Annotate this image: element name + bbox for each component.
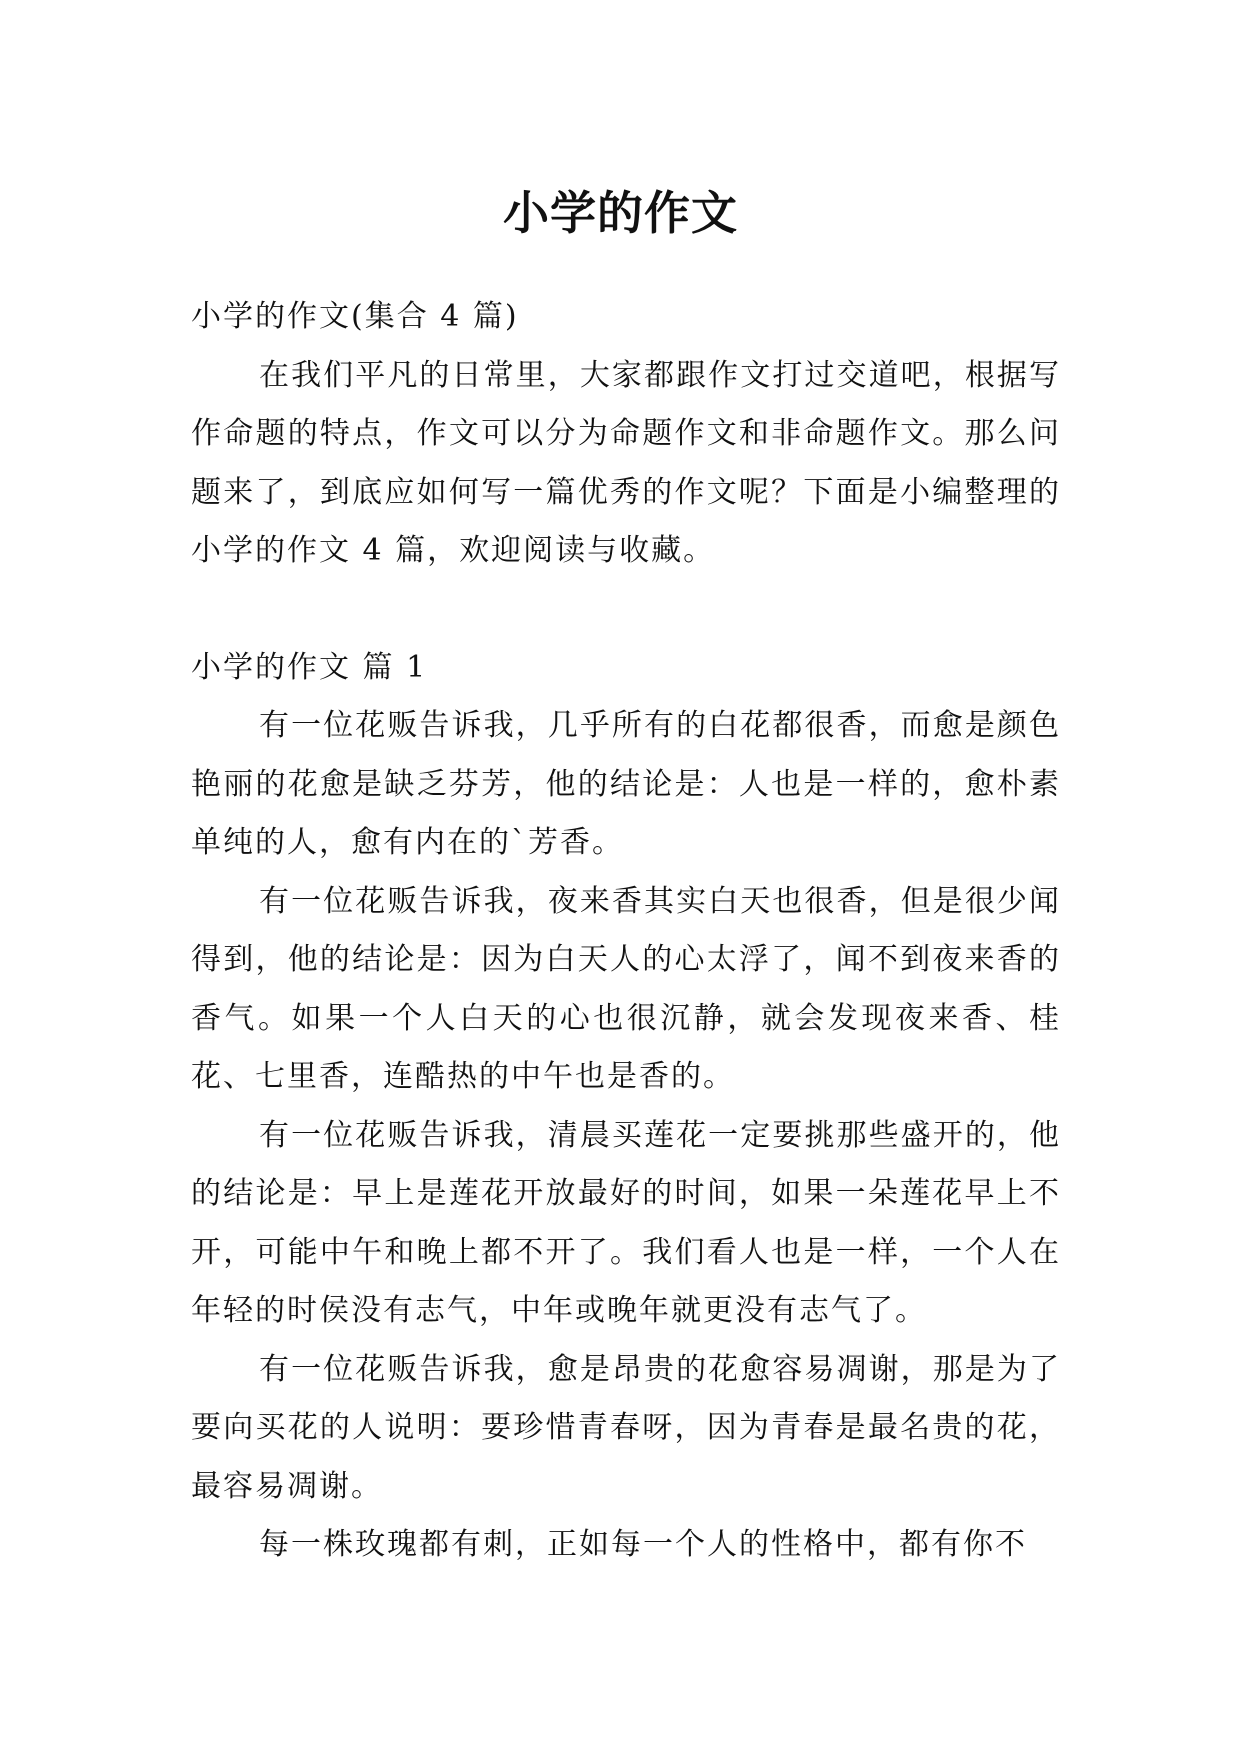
section-heading: 小学的作文 篇 1 bbox=[191, 649, 428, 685]
body-paragraph-5: 每一株玫瑰都有刺，正如每一个人的性格中，都有你不 bbox=[259, 1527, 1027, 1562]
document-title: 小学的作文 bbox=[503, 185, 738, 240]
body-paragraph-1: 有一位花贩告诉我，几乎所有的白花都很香，而愈是颜色艳丽的花愈是缺乏芬芳，他的结论是：人也是一样的，愈朴素单纯的人，愈有内在的`芳香。 bbox=[191, 708, 1061, 860]
body-paragraph-2: 有一位花贩告诉我，夜来香其实白天也很香，但是很少闻得到，他的结论是：因为白天人的心太浮了，闻不到夜来香的香气。如果一个人白天的心也很沉静，就会发现夜来香、桂花、七里香，连酷热的中午也是香的。 bbox=[191, 883, 1061, 1094]
body-paragraph-4: 有一位花贩告诉我，愈是昂贵的花愈容易凋谢，那是为了要向买花的人说明：要珍惜青春呀，因为青春是最名贵的花，最容易凋谢。 bbox=[191, 1351, 1061, 1504]
body-paragraph-3: 有一位花贩告诉我，清晨买莲花一定要挑那些盛开的，他的结论是：早上是莲花开放最好的时间，如果一朵莲花早上不开，可能中午和晚上都不开了。我们看人也是一样，一个人在年轻的时侯没有志气，中年或晚年就更没有志气了。 bbox=[191, 1117, 1061, 1328]
document-body bbox=[191, 288, 1061, 1575]
intro-paragraph: 在我们平凡的日常里，大家都跟作文打过交道吧，根据写作命题的特点，作文可以分为命题作文和非命题作文。那么问题来了，到底应如何写一篇优秀的作文呢？下面是小编整理的小学的作文 4 篇，欢迎阅读与收藏。 bbox=[191, 357, 1061, 568]
section-spacer bbox=[191, 581, 1061, 639]
collection-subtitle: 小学的作文(集合 4 篇) bbox=[191, 299, 519, 334]
